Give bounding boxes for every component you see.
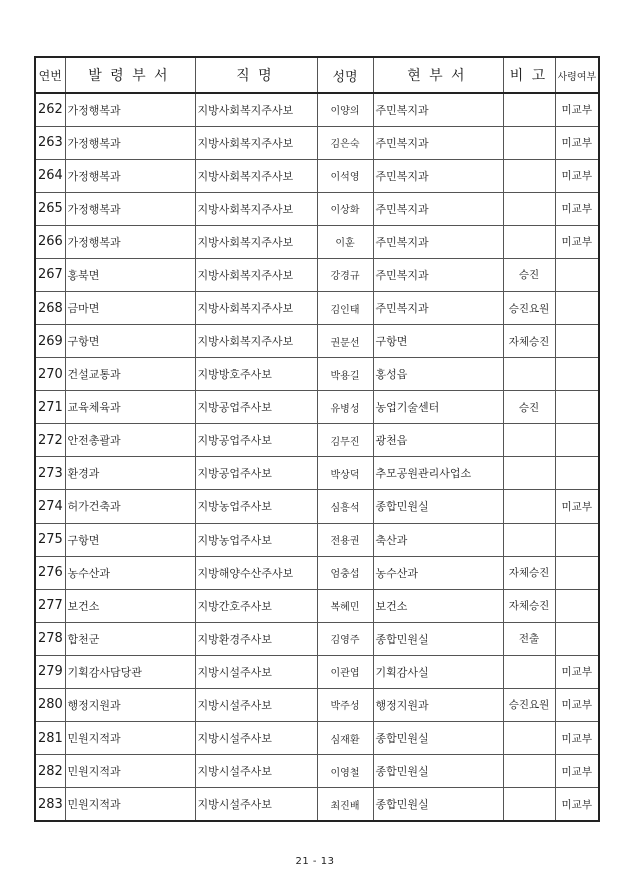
table-body: [35, 93, 599, 821]
appointment-status-cell: 미교부: [555, 225, 599, 258]
appointment-status-cell: 미교부: [555, 126, 599, 159]
current-department-cell: 주민복지과: [373, 126, 503, 159]
header-serial-number: 연번: [35, 57, 65, 93]
table-row: [35, 391, 599, 424]
current-department-cell: 축산과: [373, 523, 503, 556]
table-row: [35, 159, 599, 192]
table-row: [35, 490, 599, 523]
serial-number-cell: 282: [35, 755, 65, 788]
name-cell: 유병성: [317, 391, 373, 424]
name-cell: 최진배: [317, 788, 373, 821]
job-grade-cell: 지방시설주사보: [195, 655, 317, 688]
table-row: [35, 721, 599, 754]
serial-number-cell: 267: [35, 258, 65, 291]
assigned-department-cell: 합천군: [65, 622, 195, 655]
name-cell: 복혜민: [317, 589, 373, 622]
job-grade-cell: 지방공업주사보: [195, 391, 317, 424]
job-grade-cell: 지방시설주사보: [195, 721, 317, 754]
job-grade-cell: 지방사회복지주사보: [195, 192, 317, 225]
assigned-department-cell: 민원지적과: [65, 755, 195, 788]
remarks-cell: 자체승진: [503, 589, 555, 622]
name-cell: 이훈: [317, 225, 373, 258]
current-department-cell: 기획감사실: [373, 655, 503, 688]
appointment-status-cell: [555, 258, 599, 291]
header-current-department: 현부서: [373, 57, 503, 93]
serial-number-cell: 278: [35, 622, 65, 655]
header-job-grade: 직명: [195, 57, 317, 93]
name-cell: 심흥석: [317, 490, 373, 523]
appointment-status-cell: 미교부: [555, 655, 599, 688]
assigned-department-cell: 행정지원과: [65, 688, 195, 721]
name-cell: 이관엽: [317, 655, 373, 688]
remarks-cell: [503, 721, 555, 754]
job-grade-cell: 지방사회복지주사보: [195, 159, 317, 192]
assigned-department-cell: 안전총괄과: [65, 424, 195, 457]
current-department-cell: 종합민원실: [373, 788, 503, 821]
name-cell: 박용길: [317, 358, 373, 391]
remarks-cell: [503, 788, 555, 821]
table-row: [35, 424, 599, 457]
remarks-cell: 승진: [503, 258, 555, 291]
table-row: [35, 457, 599, 490]
serial-number-cell: 269: [35, 325, 65, 358]
current-department-cell: 보건소: [373, 589, 503, 622]
header-assigned-department: 발령부서: [65, 57, 195, 93]
current-department-cell: 종합민원실: [373, 755, 503, 788]
job-grade-cell: 지방사회복지주사보: [195, 291, 317, 324]
name-cell: 김영주: [317, 622, 373, 655]
header-name: 성명: [317, 57, 373, 93]
name-cell: 박상덕: [317, 457, 373, 490]
remarks-cell: [503, 490, 555, 523]
table-row: [35, 622, 599, 655]
assigned-department-cell: 가정행복과: [65, 225, 195, 258]
remarks-cell: [503, 225, 555, 258]
job-grade-cell: 지방사회복지주사보: [195, 325, 317, 358]
table-row: [35, 225, 599, 258]
remarks-cell: [503, 126, 555, 159]
table-row: [35, 192, 599, 225]
serial-number-cell: 276: [35, 556, 65, 589]
assigned-department-cell: 금마면: [65, 291, 195, 324]
remarks-cell: 승진요원: [503, 291, 555, 324]
remarks-cell: [503, 523, 555, 556]
table-row: [35, 655, 599, 688]
name-cell: 이영철: [317, 755, 373, 788]
appointment-status-cell: [555, 291, 599, 324]
remarks-cell: 승진: [503, 391, 555, 424]
current-department-cell: 농수산과: [373, 556, 503, 589]
assigned-department-cell: 민원지적과: [65, 788, 195, 821]
remarks-cell: 전출: [503, 622, 555, 655]
current-department-cell: 주민복지과: [373, 93, 503, 126]
assigned-department-cell: 구항면: [65, 325, 195, 358]
assigned-department-cell: 가정행복과: [65, 159, 195, 192]
serial-number-cell: 275: [35, 523, 65, 556]
job-grade-cell: 지방사회복지주사보: [195, 93, 317, 126]
current-department-cell: 종합민원실: [373, 721, 503, 754]
job-grade-cell: 지방시설주사보: [195, 755, 317, 788]
assigned-department-cell: 가정행복과: [65, 126, 195, 159]
header-appointment-status: 사령여부: [555, 57, 599, 93]
current-department-cell: 주민복지과: [373, 192, 503, 225]
assigned-department-cell: 농수산과: [65, 556, 195, 589]
remarks-cell: [503, 424, 555, 457]
remarks-cell: [503, 755, 555, 788]
current-department-cell: 주민복지과: [373, 225, 503, 258]
remarks-cell: [503, 192, 555, 225]
assigned-department-cell: 교육체육과: [65, 391, 195, 424]
table-row: [35, 556, 599, 589]
serial-number-cell: 283: [35, 788, 65, 821]
appointment-status-cell: [555, 325, 599, 358]
serial-number-cell: 266: [35, 225, 65, 258]
remarks-cell: [503, 457, 555, 490]
current-department-cell: 주민복지과: [373, 291, 503, 324]
table-row: [35, 358, 599, 391]
serial-number-cell: 268: [35, 291, 65, 324]
table-row: [35, 258, 599, 291]
name-cell: 김은숙: [317, 126, 373, 159]
job-grade-cell: 지방시설주사보: [195, 688, 317, 721]
serial-number-cell: 273: [35, 457, 65, 490]
table-row: [35, 325, 599, 358]
appointment-status-cell: 미교부: [555, 788, 599, 821]
assigned-department-cell: 홍북면: [65, 258, 195, 291]
job-grade-cell: 지방농업주사보: [195, 490, 317, 523]
name-cell: 이양의: [317, 93, 373, 126]
appointment-status-cell: 미교부: [555, 159, 599, 192]
serial-number-cell: 279: [35, 655, 65, 688]
table-row: [35, 291, 599, 324]
serial-number-cell: 277: [35, 589, 65, 622]
assigned-department-cell: 구항면: [65, 523, 195, 556]
remarks-cell: [503, 93, 555, 126]
remarks-cell: [503, 358, 555, 391]
current-department-cell: 구항면: [373, 325, 503, 358]
job-grade-cell: 지방농업주사보: [195, 523, 317, 556]
job-grade-cell: 지방해양수산주사보: [195, 556, 317, 589]
current-department-cell: 종합민원실: [373, 622, 503, 655]
appointment-status-cell: 미교부: [555, 93, 599, 126]
table-row: [35, 126, 599, 159]
assigned-department-cell: 건설교통과: [65, 358, 195, 391]
appointment-status-cell: 미교부: [555, 721, 599, 754]
name-cell: 이상화: [317, 192, 373, 225]
remarks-cell: [503, 655, 555, 688]
current-department-cell: 주민복지과: [373, 258, 503, 291]
name-cell: 김인태: [317, 291, 373, 324]
name-cell: 권문선: [317, 325, 373, 358]
assigned-department-cell: 보건소: [65, 589, 195, 622]
appointment-status-cell: 미교부: [555, 490, 599, 523]
current-department-cell: 홍성읍: [373, 358, 503, 391]
appointment-status-cell: 미교부: [555, 192, 599, 225]
name-cell: 전용권: [317, 523, 373, 556]
table-row: [35, 589, 599, 622]
serial-number-cell: 272: [35, 424, 65, 457]
appointment-status-cell: [555, 589, 599, 622]
appointment-status-cell: [555, 523, 599, 556]
appointment-status-cell: [555, 622, 599, 655]
remarks-cell: 자체승진: [503, 556, 555, 589]
current-department-cell: 추모공원관리사업소: [373, 457, 503, 490]
serial-number-cell: 274: [35, 490, 65, 523]
serial-number-cell: 271: [35, 391, 65, 424]
assigned-department-cell: 환경과: [65, 457, 195, 490]
page-number: 21 - 13: [295, 856, 335, 867]
appointment-status-cell: [555, 358, 599, 391]
appointment-status-cell: 미교부: [555, 688, 599, 721]
appointment-status-cell: 미교부: [555, 755, 599, 788]
serial-number-cell: 270: [35, 358, 65, 391]
name-cell: 박주성: [317, 688, 373, 721]
assigned-department-cell: 가정행복과: [65, 93, 195, 126]
serial-number-cell: 262: [35, 93, 65, 126]
job-grade-cell: 지방간호주사보: [195, 589, 317, 622]
job-grade-cell: 지방사회복지주사보: [195, 225, 317, 258]
serial-number-cell: 265: [35, 192, 65, 225]
appointment-status-cell: [555, 424, 599, 457]
job-grade-cell: 지방공업주사보: [195, 424, 317, 457]
assigned-department-cell: 가정행복과: [65, 192, 195, 225]
job-grade-cell: 지방공업주사보: [195, 457, 317, 490]
name-cell: 이석영: [317, 159, 373, 192]
current-department-cell: 광천읍: [373, 424, 503, 457]
current-department-cell: 행정지원과: [373, 688, 503, 721]
job-grade-cell: 지방사회복지주사보: [195, 258, 317, 291]
name-cell: 강경규: [317, 258, 373, 291]
name-cell: 심재환: [317, 721, 373, 754]
current-department-cell: 종합민원실: [373, 490, 503, 523]
header-remarks: 비고: [503, 57, 555, 93]
name-cell: 엄충섭: [317, 556, 373, 589]
serial-number-cell: 263: [35, 126, 65, 159]
job-grade-cell: 지방방호주사보: [195, 358, 317, 391]
name-cell: 김무진: [317, 424, 373, 457]
appointment-status-cell: [555, 556, 599, 589]
assigned-department-cell: 기획감사담당관: [65, 655, 195, 688]
job-grade-cell: 지방사회복지주사보: [195, 126, 317, 159]
serial-number-cell: 264: [35, 159, 65, 192]
job-grade-cell: 지방환경주사보: [195, 622, 317, 655]
appointment-status-cell: [555, 391, 599, 424]
table-row: [35, 688, 599, 721]
remarks-cell: 승진요원: [503, 688, 555, 721]
remarks-cell: 자체승진: [503, 325, 555, 358]
current-department-cell: 농업기술센터: [373, 391, 503, 424]
serial-number-cell: 281: [35, 721, 65, 754]
table-row: [35, 788, 599, 821]
assigned-department-cell: 민원지적과: [65, 721, 195, 754]
appointment-status-cell: [555, 457, 599, 490]
serial-number-cell: 280: [35, 688, 65, 721]
table-row: [35, 755, 599, 788]
job-grade-cell: 지방시설주사보: [195, 788, 317, 821]
table-header-row: [35, 57, 599, 93]
remarks-cell: [503, 159, 555, 192]
table-row: [35, 523, 599, 556]
current-department-cell: 주민복지과: [373, 159, 503, 192]
personnel-order-table: [34, 56, 600, 822]
assigned-department-cell: 허가건축과: [65, 490, 195, 523]
table-row: [35, 93, 599, 126]
